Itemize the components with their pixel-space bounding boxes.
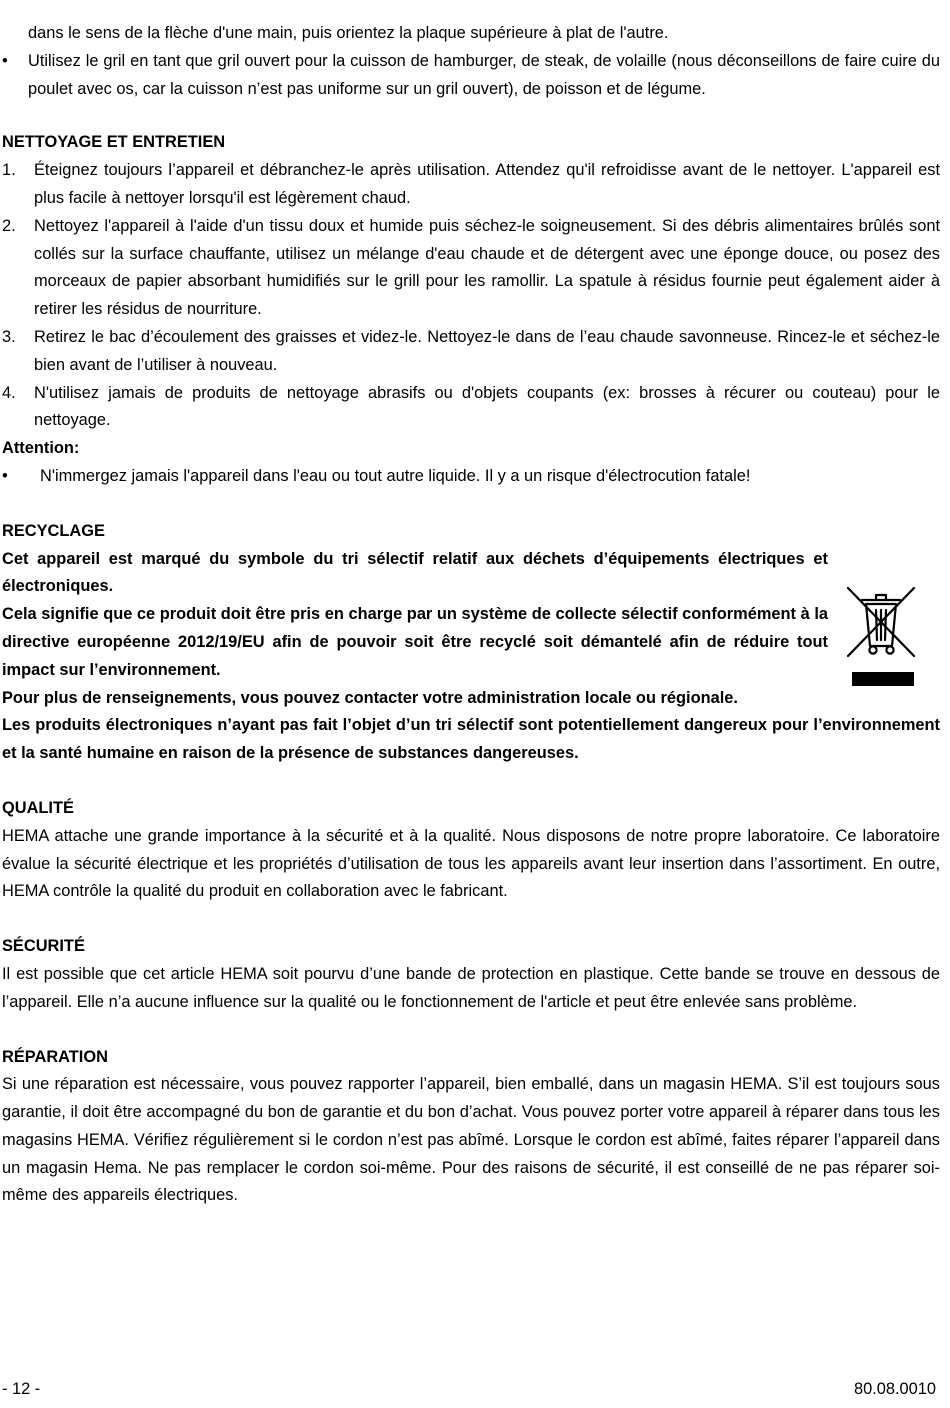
quality-text: HEMA attache une grande importance à la sécurité et à la qualité. Nous disposons de notre propre laboratoire. Ce laboratoire évalue la sécurité électrique et les propriétés d’utilisation de tous les appareils avant leur insertion dans l’assortiment. En outre, HEMA contrôle la qualité du produit en collaboration avec le fabricant. xyxy=(2,826,940,901)
recycling-heading: RECYCLAGE xyxy=(2,521,105,540)
item-number: 4. xyxy=(2,383,16,402)
repair-heading: RÉPARATION xyxy=(2,1047,108,1066)
item-text: Éteignez toujours l’appareil et débranchez-le après utilisation. Attendez qu'il refroidisse avant de le nettoyer. L'appareil est plus facile à nettoyer lorsqu'il est légèrement chaud. xyxy=(34,161,940,207)
recycling-p1: Cet appareil est marqué du symbole du tri sélectif relatif aux déchets d’équipements électriques et électroniques. xyxy=(2,549,828,596)
item-text: N'utilisez jamais de produits de nettoyage abrasifs ou d'objets coupants (ex: brosses à récurer ou couteau) pour le nettoyage. xyxy=(34,383,940,430)
intro-bullet-text: Utilisez le gril en tant que gril ouvert pour la cuisson de hamburger, de steak, de volaille (nous déconseillons de faire cuire du poulet avec os, car la cuisson n’est pas uniforme sur un gril ouvert), de poisson et de légume. xyxy=(28,51,940,98)
intro-bullet-item xyxy=(2,48,940,104)
item-text: Nettoyez l'appareil à l'aide d'un tissu doux et humide puis séchez-le soigneusement. Si des débris alimentaires brûlés sont collés sur la surface chauffante, utilisez un mélange d'eau chaude et de détergent avec une éponge douce, ou posez des morceaux de papier absorbant humidifiés sur le grill pour les ramollir. La spatule à résidus fournie peut également aider à retirer les résidus de nourriture. xyxy=(34,216,940,319)
quality-heading: QUALITÉ xyxy=(2,798,74,817)
attention-text: N'immergez jamais l'appareil dans l'eau ou tout autre liquide. Il y a un risque d'électrocution fatale! xyxy=(40,466,751,485)
page-number: - 12 - xyxy=(2,1380,41,1398)
safety-heading: SÉCURITÉ xyxy=(2,937,85,956)
recycling-section xyxy=(2,546,940,768)
cleaning-item xyxy=(2,324,940,380)
document-code: 80.08.0010 xyxy=(853,1380,936,1398)
crossed-out-wheelie-bin-icon xyxy=(846,580,916,688)
bullet-icon: • xyxy=(2,51,8,70)
bullet-icon: • xyxy=(2,466,8,485)
attention-bullet-item xyxy=(2,463,940,491)
cleaning-item xyxy=(2,157,940,213)
cleaning-heading: NETTOYAGE ET ENTRETIEN xyxy=(2,133,226,152)
recycling-p2: Cela signifie que ce produit doit être pris en charge par un système de collecte sélectif conformément à la directive européenne 2012/19/EU afin de pouvoir soit être recyclé soit démantelé afin de réduire tout impact sur l’environnement. xyxy=(2,605,828,679)
recycling-p4: Les produits électroniques n’ayant pas fait l’objet d’un tri sélectif sont potentiellement dangereux pour l’environnement et la santé humaine en raison de la présence de substances dangereuses. xyxy=(2,716,940,763)
cleaning-item xyxy=(2,213,940,324)
intro-continuation: dans le sens de la flèche d'une main, puis orientez la plaque supérieure à plat de l'autre. xyxy=(28,24,669,42)
attention-label: Attention: xyxy=(2,439,80,458)
cleaning-item xyxy=(2,380,940,436)
document-page xyxy=(2,20,940,1210)
repair-text: Si une réparation est nécessaire, vous pouvez rapporter l’appareil, bien emballé, dans un magasin HEMA. S’il est toujours sous garantie, il doit être accompagné du bon de garantie et du bon d’achat. Vous pouvez porter votre appareil à réparer dans tous les magasins HEMA. Vérifiez régulièrement si le cordon n’est pas abîmé. Lorsque le cordon est abîmé, faites réparer l’appareil dans un magasin Hema. Ne pas remplacer le cordon soi-même. Pour des raisons de sécurité, il est conseillé de ne pas réparer soi-même des appareils électriques. xyxy=(2,1075,940,1205)
item-number: 3. xyxy=(2,327,16,346)
recycling-p3: Pour plus de renseignements, vous pouvez contacter votre administration locale ou régionale. xyxy=(2,688,738,707)
safety-text: Il est possible que cet article HEMA soit pourvu d’une bande de protection en plastique. Cette bande se trouve en dessous de l’appareil. Elle n’a aucune influence sur la qualité ou le fonctionnement de l'article et peut être enlevée sans problème. xyxy=(2,964,940,1011)
item-number: 1. xyxy=(2,161,16,180)
item-number: 2. xyxy=(2,216,16,235)
item-text: Retirez le bac d’écoulement des graisses et videz-le. Nettoyez-le dans de l’eau chaude savonneuse. Rincez-le et séchez-le bien avant de l’utiliser à nouveau. xyxy=(34,327,940,374)
